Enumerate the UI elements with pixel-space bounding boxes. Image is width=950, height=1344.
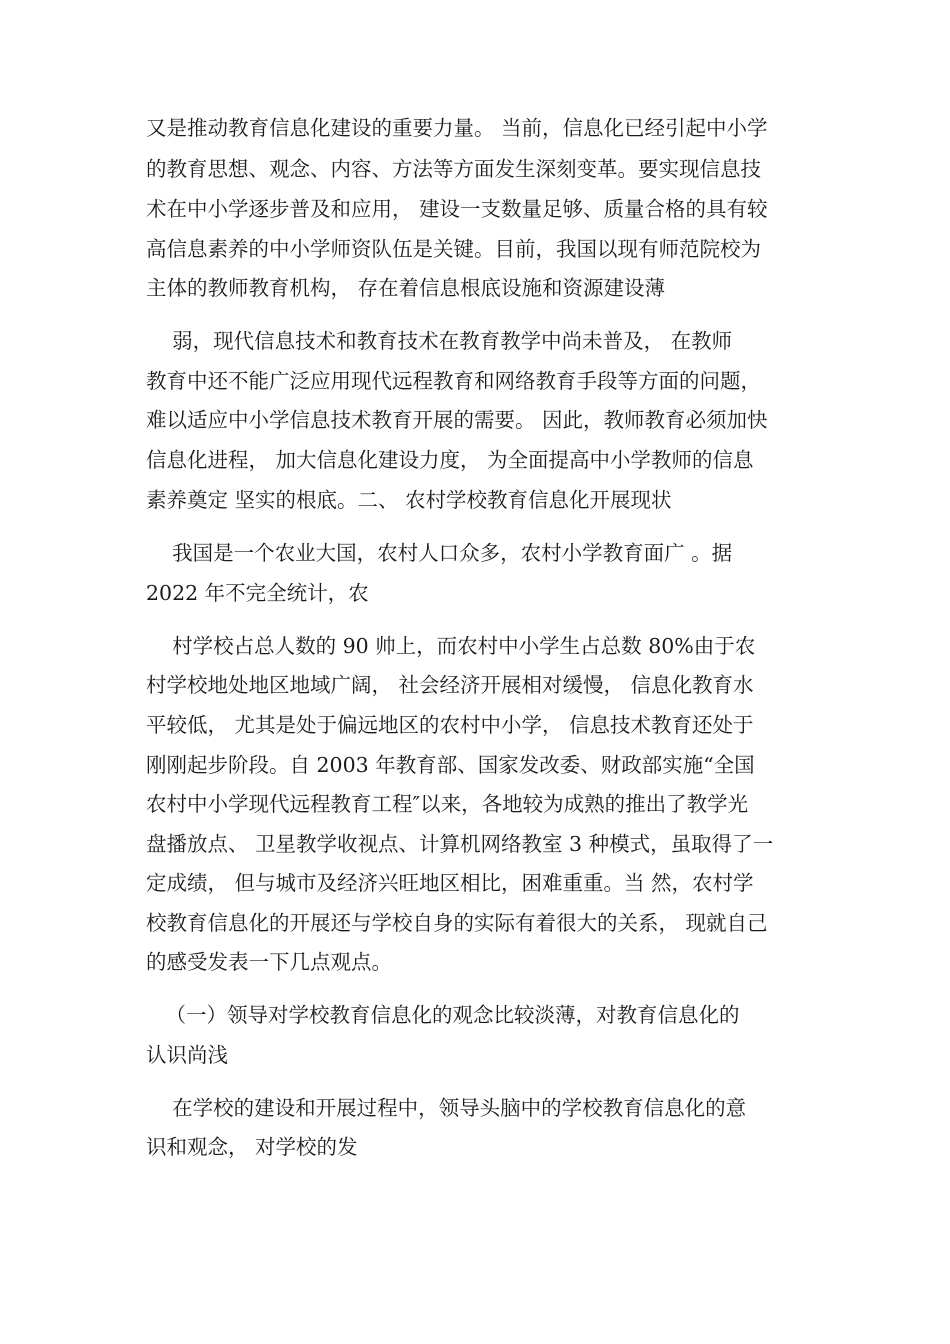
text-line: 农村中小学现代远程教育工程″以来，各地较为成熟的推出了教学光: [146, 792, 749, 816]
text-line: 村学校地处地区地域广阔， 社会经济开展相对缓慢， 信息化教育水: [146, 673, 754, 697]
text-line: 2022 年不完全统计，农: [146, 581, 369, 605]
text-line: 素养奠定 坚实的根底。二、 农村学校教育信息化开展现状: [146, 488, 672, 512]
text-line: 盘播放点、 卫星教学收视点、计算机网络教室 3 种模式，虽取得了一: [146, 832, 774, 856]
text-line: 难以适应中小学信息技术教育开展的需要。 因此，教师教育必须加快: [146, 408, 768, 432]
section-heading-line: 认识尚浅: [146, 1043, 228, 1067]
text-line: 的教育思想、观念、内容、方法等方面发生深刻变革。要实现信息技: [146, 157, 761, 181]
text-line: 平较低， 尤其是处于偏远地区的农村中小学， 信息技术教育还处于: [146, 713, 754, 737]
text-line: 定成绩， 但与城市及经济兴旺地区相比，困难重重。当 然，农村学: [146, 871, 754, 895]
text-line: 弱，现代信息技术和教育技术在教育教学中尚未普及， 在教师: [146, 329, 733, 353]
text-line: 在学校的建设和开展过程中，领导头脑中的学校教育信息化的意: [146, 1096, 747, 1120]
text-line: 主体的教师教育机构， 存在着信息根底设施和资源建设薄: [146, 276, 666, 300]
section-heading-line: （一）领导对学校教育信息化的观念比较淡薄，对教育信息化的: [146, 1003, 740, 1027]
text-line: 又是推动教育信息化建设的重要力量。 当前，信息化已经引起中小学: [146, 116, 768, 140]
text-line: 术在中小学逐步普及和应用， 建设一支数量足够、质量合格的具有较: [146, 197, 768, 221]
text-line: 刚刚起步阶段。自 2003 年教育部、国家发改委、财政部实施“全国: [146, 753, 755, 777]
text-line: 高信息素养的中小学师资队伍是关键。目前，我国以现有师范院校为: [146, 237, 761, 261]
text-line: 识和观念， 对学校的发: [146, 1135, 358, 1159]
text-line: 我国是一个农业大国，农村人口众多，农村小学教育面广 。据: [146, 541, 733, 565]
text-line: 村学校占总人数的 90 帅上，而农村中小学生占总数 80%由于农: [146, 634, 756, 658]
text-line: 信息化进程， 加大信息化建设力度， 为全面提高中小学教师的信息: [146, 448, 754, 472]
text-line: 的感受发表一下几点观点。: [146, 950, 392, 974]
text-line: 教育中还不能广泛应用现代远程教育和网络教育手段等方面的问题，: [146, 369, 761, 393]
text-line: 校教育信息化的开展还与学校自身的实际有着很大的关系， 现就自己: [146, 911, 768, 935]
